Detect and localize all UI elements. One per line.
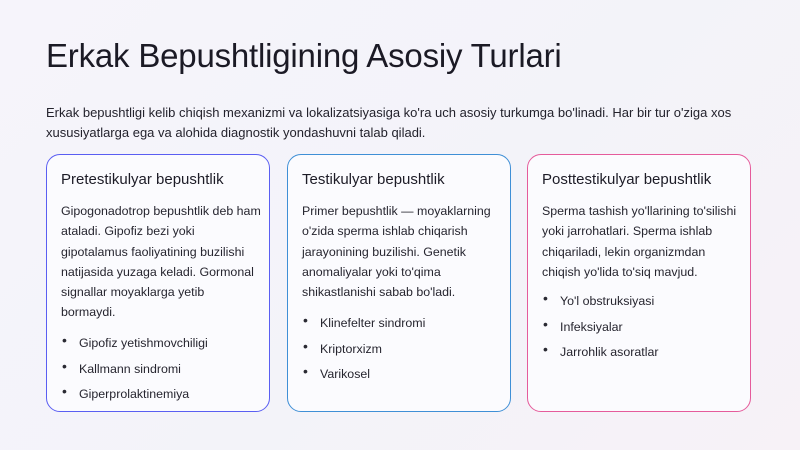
list-item-text: Giperprolaktinemiya — [79, 387, 190, 401]
intro-paragraph: Erkak bepushtligi kelib chiqish mexanizmi va lokalizatsiyasiga ko'ra uch asosiy turkumga bo'linadi. Har bir tur o'ziga xos xususiyatlarga ega va alohida diagnostik yondashuvni talab qiladi. — [46, 105, 732, 140]
bullet-icon: • — [303, 312, 308, 328]
bullet-icon: • — [543, 341, 548, 357]
card-description: Primer bepushtlik — moyaklarning o'zida sperma ishlab chiqarish jarayonining buzilishi. Genetik anomaliyalar yoki to'qima shikastlanishi sabab bo'ladi. — [302, 204, 491, 300]
card-description: Gipogonadotrop bepushtlik deb ham ataladi. Gipofiz bezi yoki gipotalamus faoliyatining buzilishi natijasida yuzaga keladi. Gormonal signallar moyaklarga yetib bormaydi. — [61, 204, 261, 320]
list-item-text: Klinefelter sindromi — [320, 316, 426, 330]
card-posttestikulyar — [527, 154, 751, 412]
bullet-icon: • — [303, 337, 308, 354]
list-item-text: Kallmann sindromi — [79, 361, 181, 376]
list-item — [302, 337, 502, 363]
bullet-icon: • — [62, 383, 67, 399]
bullet-icon: • — [543, 290, 548, 306]
list-item — [302, 362, 502, 388]
list-item — [61, 357, 261, 383]
list-item-text: Yo'l obstruksiyasi — [560, 294, 655, 308]
list-item-text: Gipofiz yetishmovchiligi — [79, 336, 208, 350]
list-item-text: Jarrohlik asoratlar — [560, 345, 659, 359]
list-item-text: Varikosel — [320, 367, 371, 381]
list-item — [542, 340, 742, 366]
card-bullet-list — [61, 331, 261, 408]
list-item — [61, 382, 261, 408]
card-testikulyar — [287, 154, 511, 412]
list-item-text: Kriptorxizm — [320, 341, 382, 356]
bullet-icon: • — [303, 363, 308, 379]
bullet-icon: • — [62, 332, 67, 348]
list-item — [302, 311, 502, 337]
bullet-icon: • — [543, 315, 548, 332]
card-bullet-list — [542, 289, 742, 366]
card-title: Testikulyar bepushtlik — [302, 171, 445, 188]
list-item — [542, 289, 742, 315]
page-title: Erkak Bepushtligining Asosiy Turlari — [46, 37, 562, 74]
list-item — [542, 315, 742, 341]
card-description: Sperma tashish yo'llarining to'silishi yoki jarrohatlari. Sperma ishlab chiqariladi, lekin organizmdan chiqish yo'lida to'siq mavjud. — [542, 204, 737, 279]
bullet-icon: • — [62, 357, 67, 374]
list-item-text: Infeksiyalar — [560, 319, 623, 334]
card-bullet-list — [302, 311, 502, 388]
list-item — [61, 331, 261, 357]
card-title: Posttestikulyar bepushtlik — [542, 171, 712, 188]
card-title: Pretestikulyar bepushtlik — [61, 171, 224, 188]
card-pretestikulyar — [46, 154, 270, 412]
